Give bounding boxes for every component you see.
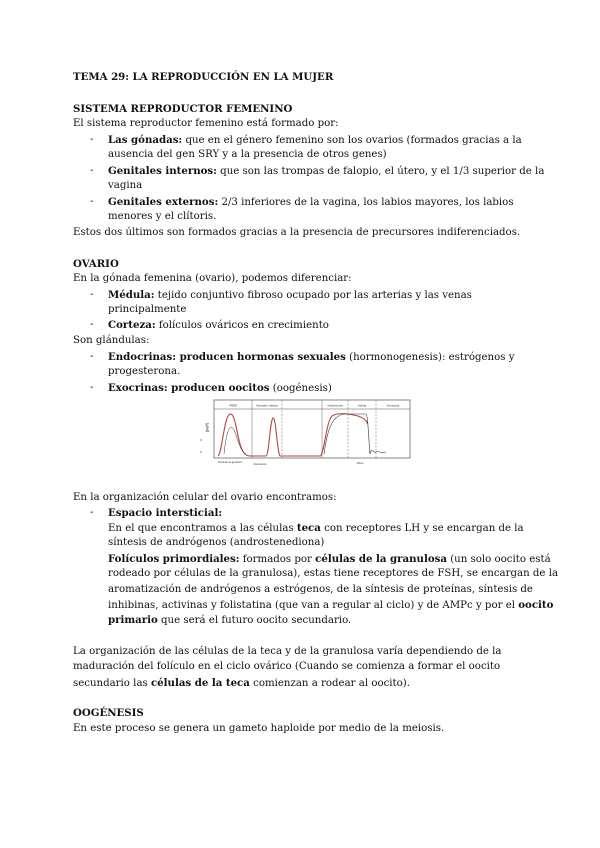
term: Médula: xyxy=(108,289,155,301)
list-item-endocrinas xyxy=(108,350,514,365)
bullet-dash: - xyxy=(90,507,94,518)
list-item-continuation: ausencia del gen SRY y a la presencia de otros genes) xyxy=(108,149,387,160)
section-heading-sistema: SISTEMA REPRODUCTOR FEMENINO xyxy=(73,103,293,115)
term: Genitales externos: xyxy=(108,196,219,208)
definition: (hormonogenesis): estrógenos y xyxy=(345,352,515,363)
term: Las gónadas: xyxy=(108,134,183,146)
hormone-curve xyxy=(218,414,368,456)
definition: tejido conjuntivo fibroso ocupado por las arterias y las venas xyxy=(154,290,472,301)
definition: 2/3 inferiores de la vagina, los labios mayores, los labios xyxy=(218,197,514,208)
phase-label: Senectud xyxy=(386,403,400,408)
ovarian-activity-figure xyxy=(200,396,420,468)
paragraph-foliculos-cont: rodeado por células de la granulosa), estas tiene receptores de FSH, se encargan de la xyxy=(108,568,559,579)
bullet-dash: - xyxy=(90,134,94,145)
definition: (oogénesis) xyxy=(269,383,332,394)
term: primario xyxy=(108,614,158,626)
term: Folículos primordiales: xyxy=(108,553,240,565)
term: Endocrinas: producen hormonas sexuales xyxy=(108,351,346,363)
y-axis-label: [µg/l] xyxy=(204,423,209,432)
phase-label: Adolescencia xyxy=(327,404,343,408)
list-item-gonadas xyxy=(108,133,522,148)
paragraph: Son glándulas: xyxy=(73,335,150,346)
term: Corteza: xyxy=(108,319,156,331)
list-item-continuation: menores y el clítoris. xyxy=(108,211,217,222)
birth-label: Nacimiento xyxy=(253,463,267,466)
list-item-genitales-internos xyxy=(108,164,544,179)
weeks-label: Semanas de gestación xyxy=(217,461,243,464)
term: teca xyxy=(296,522,321,534)
hormone-curve-secondary xyxy=(324,414,386,454)
term: oocito xyxy=(518,599,554,611)
bullet-dash: - xyxy=(90,196,94,207)
phase-label: Adulta xyxy=(357,403,367,408)
paragraph xyxy=(73,676,410,691)
term: células de la teca xyxy=(150,677,250,689)
text: formados por xyxy=(239,554,316,565)
paragraph: maduración del folículo en el ciclo ovárico (Cuando se comienza a formar el oocito xyxy=(73,661,501,672)
bullet-dash: - xyxy=(90,319,94,330)
paragraph-foliculos xyxy=(108,552,551,567)
text: que será el futuro oocito secundario. xyxy=(157,615,352,626)
list-item-genitales-externos xyxy=(108,195,514,210)
definition: que son las trompas de falopio, el útero, y el 1/3 superior de la xyxy=(216,166,545,177)
paragraph: En la organización celular del ovario encontramos: xyxy=(73,492,337,503)
text: comienzan a rodear al oocito). xyxy=(249,678,410,689)
list-item-corteza xyxy=(108,318,329,333)
text: inhibinas, activinas y folistatina (que van a regular al ciclo) y de AMPc y por el xyxy=(108,600,519,611)
paragraph-foliculos-cont: aromatización de andrógenos a estrógenos, de la síntesis de proteínas, síntesis de xyxy=(108,584,533,595)
section-heading-oogenesis: OOGÉNESIS xyxy=(73,707,144,719)
definition: que en el género femenino son los ovarios (formados gracias a la xyxy=(182,135,522,146)
bullet-dash: - xyxy=(90,351,94,362)
x-axis-label: Años xyxy=(356,461,364,465)
section-heading-ovario: OVARIO xyxy=(73,258,119,270)
list-item-exocrinas xyxy=(108,381,332,396)
text: En el que encontramos a las células xyxy=(108,523,297,534)
list-item-espacio-intersticial: Espacio intersticial: xyxy=(108,507,223,519)
text: (un solo oocito está xyxy=(446,554,551,565)
bullet-dash: - xyxy=(90,289,94,300)
paragraph-teca xyxy=(108,521,524,536)
paragraph: En la gónada femenina (ovario), podemos diferenciar: xyxy=(73,273,352,284)
bullet-dash: - xyxy=(90,165,94,176)
text: con receptores LH y se encargan de la xyxy=(320,523,524,534)
paragraph: La organización de las células de la teca y de la granulosa varía dependiendo de la xyxy=(73,646,502,657)
list-item-continuation: vagina xyxy=(108,180,143,191)
text: secundario las xyxy=(73,678,151,689)
paragraph: Estos dos últimos son formados gracias a la presencia de precursores indiferenciados. xyxy=(73,227,521,238)
list-item-medula xyxy=(108,288,472,303)
term: Exocrinas: producen oocitos xyxy=(108,382,270,394)
bullet-dash: - xyxy=(90,382,94,393)
list-item-continuation: progesterona. xyxy=(108,366,181,377)
plot-frame xyxy=(214,400,410,458)
paragraph: El sistema reproductor femenino está formado por: xyxy=(73,118,339,129)
definition: folículos ováricos en crecimiento xyxy=(155,320,329,331)
phase-label: Neonatal / infancia xyxy=(256,404,278,408)
term: células de la granulosa xyxy=(315,553,447,565)
term: Genitales internos: xyxy=(108,165,217,177)
paragraph-foliculos-cont xyxy=(108,598,553,613)
paragraph: En este proceso se genera un gameto haploide por medio de la meiosis. xyxy=(73,723,445,734)
page-title: TEMA 29: LA REPRODUCCIÓN EN LA MUJER xyxy=(73,71,334,83)
list-item-continuation: principalmente xyxy=(108,304,187,315)
phase-label: Fetal xyxy=(229,403,237,408)
paragraph-foliculos-cont xyxy=(108,613,351,628)
paragraph-teca-cont: síntesis de andrógenos (androstenediona) xyxy=(108,537,325,548)
